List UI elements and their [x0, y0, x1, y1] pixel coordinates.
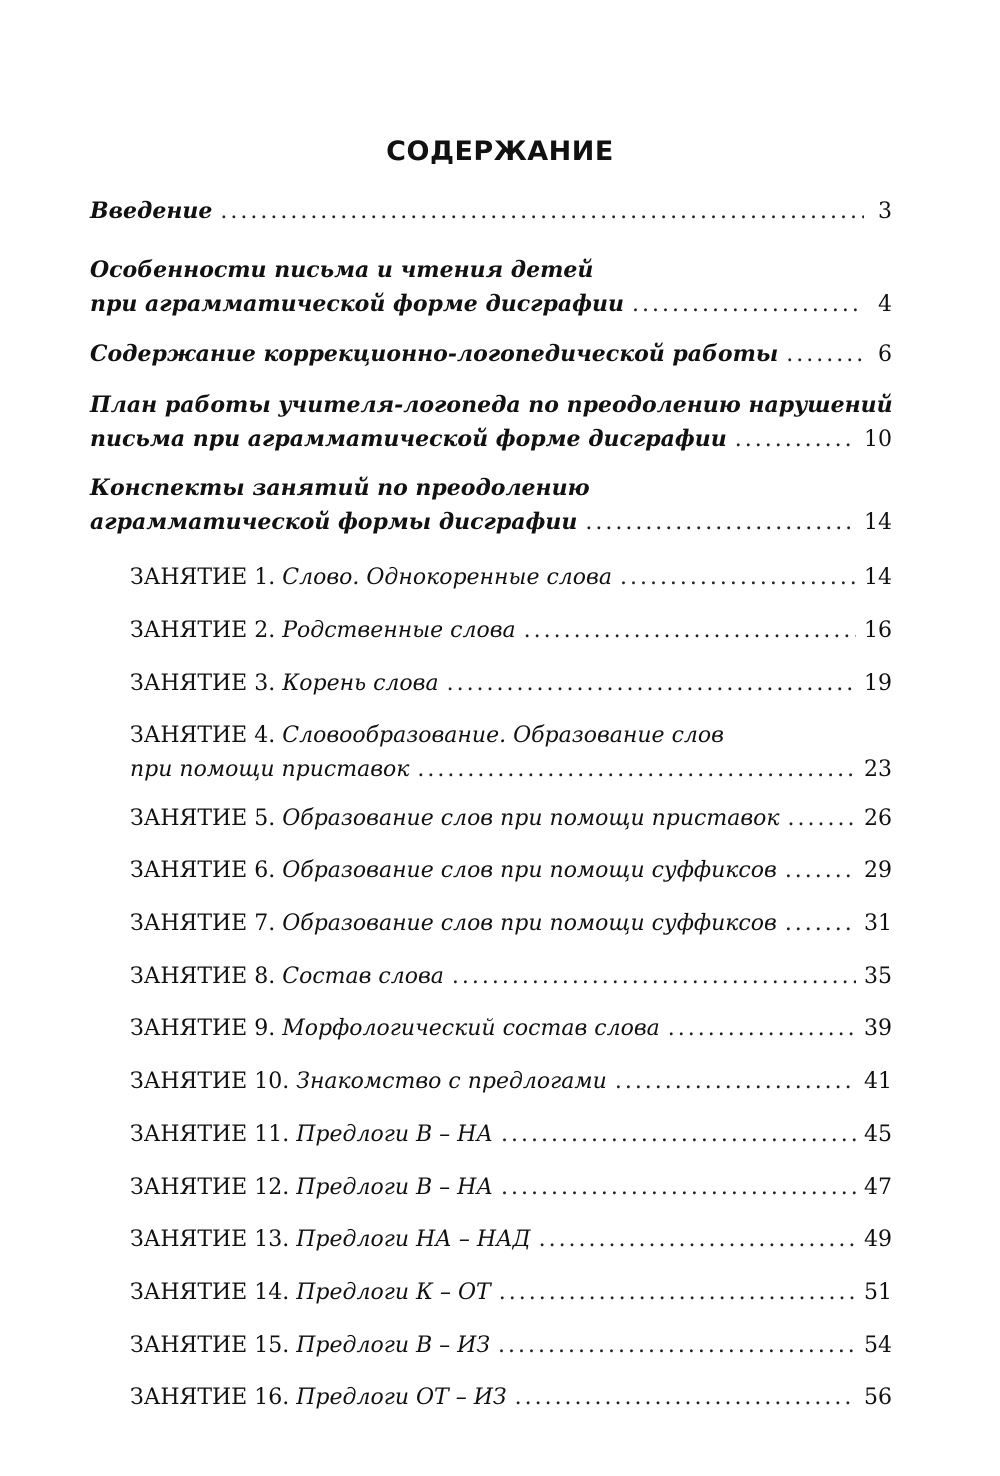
- toc-lesson-7: [130, 907, 892, 941]
- lesson-label: ЗАНЯТИЕ 3.: [130, 671, 276, 696]
- lesson-topic: Морфологический состав слова: [282, 1016, 660, 1041]
- page-number: 47: [864, 1175, 892, 1200]
- dot-leader: [786, 338, 864, 372]
- dot-leader: [735, 423, 856, 457]
- entry-title-line2: аграмматической формы дисграфии: [90, 509, 578, 535]
- dot-leader: [498, 1329, 856, 1363]
- toc-lesson-11: [130, 1118, 892, 1152]
- entry-title-line1: Особенности письма и чтения детей: [90, 257, 594, 283]
- toc-lesson-4: [130, 719, 892, 787]
- lesson-topic: Предлоги НА – НАД: [296, 1227, 531, 1252]
- toc-lesson-14: [130, 1276, 892, 1310]
- dot-leader: [615, 1065, 856, 1099]
- dot-leader: [447, 667, 856, 701]
- toc-lesson-15: [130, 1329, 892, 1363]
- toc-entry-work-plan: [90, 388, 892, 457]
- dot-leader: [417, 753, 856, 787]
- toc-entry-writing-features: [90, 253, 892, 322]
- toc-entry-introduction: [90, 194, 892, 229]
- page-title: СОДЕРЖАНИЕ: [386, 136, 614, 167]
- dot-leader: [585, 506, 856, 540]
- toc-lesson-13: [130, 1223, 892, 1257]
- lesson-topic: Предлоги К – ОТ: [296, 1280, 491, 1305]
- toc-lesson-8: [130, 960, 892, 994]
- page-number: 23: [864, 757, 892, 782]
- page-number: 45: [864, 1122, 892, 1147]
- dot-leader: [539, 1223, 856, 1257]
- lesson-label: ЗАНЯТИЕ 1.: [130, 565, 276, 590]
- toc-lesson-3: [130, 667, 892, 701]
- dot-leader: [220, 195, 864, 229]
- lesson-topic: Корень слова: [282, 671, 439, 696]
- toc-entry-lesson-notes: [90, 471, 892, 540]
- page-number: 3: [878, 199, 892, 224]
- lesson-label: ЗАНЯТИЕ 5.: [130, 806, 276, 831]
- lesson-label: ЗАНЯТИЕ 11.: [130, 1122, 290, 1147]
- entry-title-line1: Конспекты занятий по преодолению: [90, 475, 590, 501]
- lesson-label: ЗАНЯТИЕ 4.: [130, 723, 276, 748]
- lesson-topic: Образование слов при помощи суффиксов: [282, 858, 777, 883]
- page-number: 39: [864, 1016, 892, 1041]
- page-number: 29: [864, 858, 892, 883]
- lesson-topic: Слово. Однокоренные слова: [282, 565, 612, 590]
- toc-lesson-12: [130, 1171, 892, 1205]
- lesson-label: ЗАНЯТИЕ 2.: [130, 618, 276, 643]
- lesson-label: ЗАНЯТИЕ 13.: [130, 1227, 290, 1252]
- lesson-topic: Состав слова: [282, 964, 444, 989]
- dot-leader: [620, 561, 856, 595]
- dot-leader: [632, 288, 864, 322]
- entry-title-line2: письма при аграмматической форме дисграфии: [90, 426, 727, 452]
- toc-lesson-10: [130, 1065, 892, 1099]
- toc-lesson-9: [130, 1012, 892, 1046]
- page-number: 6: [878, 342, 892, 367]
- dot-leader: [788, 802, 856, 836]
- lesson-label: ЗАНЯТИЕ 10.: [130, 1069, 290, 1094]
- lesson-label: ЗАНЯТИЕ 7.: [130, 911, 276, 936]
- page-number: 56: [864, 1385, 892, 1410]
- lesson-topic: Словообразование. Образование слов: [282, 723, 724, 748]
- toc-lesson-5: [130, 802, 892, 836]
- page-number: 16: [864, 618, 892, 643]
- entry-title: Содержание коррекционно-логопедической работы: [90, 341, 779, 367]
- lesson-label: ЗАНЯТИЕ 16.: [130, 1385, 290, 1410]
- page-number: 41: [864, 1069, 892, 1094]
- page-number: 35: [864, 964, 892, 989]
- lesson-topic: Предлоги В – НА: [296, 1122, 493, 1147]
- lesson-topic: Предлоги В – ИЗ: [296, 1333, 491, 1358]
- page-number: 54: [864, 1333, 892, 1358]
- toc-lesson-2: [130, 614, 892, 648]
- entry-title-line2: при аграмматической форме дисграфии: [90, 291, 624, 317]
- dot-leader: [501, 1118, 856, 1152]
- lesson-label: ЗАНЯТИЕ 14.: [130, 1280, 290, 1305]
- dot-leader: [524, 614, 856, 648]
- lesson-topic: Родственные слова: [282, 618, 516, 643]
- dot-leader: [499, 1276, 856, 1310]
- dot-leader: [501, 1171, 856, 1205]
- page-number: 26: [864, 806, 892, 831]
- entry-title: Введение: [90, 198, 213, 224]
- toc-lesson-16: [130, 1381, 892, 1415]
- lesson-label: ЗАНЯТИЕ 8.: [130, 964, 276, 989]
- lesson-label: ЗАНЯТИЕ 9.: [130, 1016, 276, 1041]
- page-number: 14: [864, 510, 892, 535]
- lesson-label: ЗАНЯТИЕ 12.: [130, 1175, 290, 1200]
- lesson-label: ЗАНЯТИЕ 6.: [130, 858, 276, 883]
- page-number: 49: [864, 1227, 892, 1252]
- page-number: 51: [864, 1280, 892, 1305]
- toc-entry-correction-content: [90, 337, 892, 372]
- lesson-topic: Образование слов при помощи приставок: [282, 806, 780, 831]
- lesson-topic: Образование слов при помощи суффиксов: [282, 911, 777, 936]
- toc-lesson-6: [130, 854, 892, 888]
- lesson-topic: Предлоги ОТ – ИЗ: [296, 1385, 507, 1410]
- dot-leader: [515, 1381, 856, 1415]
- page-number: 19: [864, 671, 892, 696]
- lesson-label: ЗАНЯТИЕ 15.: [130, 1333, 290, 1358]
- page-number: 14: [864, 565, 892, 590]
- dot-leader: [668, 1012, 856, 1046]
- page-number: 4: [878, 292, 892, 317]
- lesson-topic: Знакомство с предлогами: [296, 1069, 607, 1094]
- dot-leader: [785, 854, 856, 888]
- toc-lesson-1: [130, 561, 892, 595]
- lesson-topic-line2: при помощи приставок: [130, 757, 410, 782]
- page-number: 31: [864, 911, 892, 936]
- entry-title-line1: План работы учителя-логопеда по преодолению нарушений: [90, 392, 893, 418]
- dot-leader: [785, 907, 856, 941]
- lesson-topic: Предлоги В – НА: [296, 1175, 493, 1200]
- page-number: 10: [864, 427, 892, 452]
- dot-leader: [452, 960, 856, 994]
